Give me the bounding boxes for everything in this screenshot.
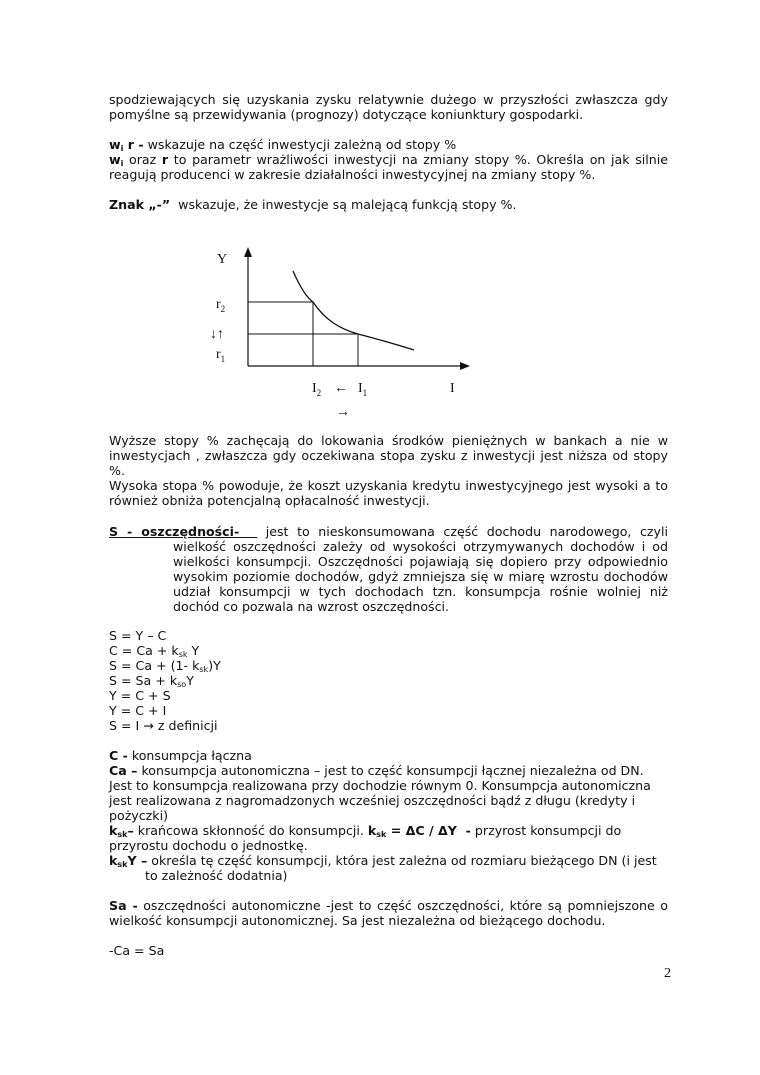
ca-term: Ca – bbox=[109, 763, 138, 778]
y-axis-arrow-icon bbox=[244, 247, 252, 257]
kskY-definition-line-1 bbox=[109, 853, 668, 868]
y-axis-label: Y bbox=[217, 252, 228, 267]
ca-definition-line-2: Jest to konsumpcja realizowana przy dochodzie równym 0. Konsumpcja autonomiczna bbox=[109, 778, 651, 793]
r1-label-main: r bbox=[216, 347, 221, 362]
arrow-left-icon: ← bbox=[334, 381, 348, 396]
i1-label bbox=[358, 381, 367, 398]
wi-term: w bbox=[109, 152, 121, 167]
znak-text: wskazuje, że inwestycje są malejącą funkcją stopy %. bbox=[170, 197, 517, 212]
equation-6: Y = C + I bbox=[109, 703, 167, 718]
eq3-b: )Y bbox=[208, 658, 221, 673]
wir-term: w bbox=[109, 137, 121, 152]
higher-rates-line-5: również obniża potencjalną opłacalność inwestycji. bbox=[109, 493, 430, 508]
ksk-formula-k: k bbox=[367, 823, 377, 838]
ksk-dash: – bbox=[127, 823, 134, 838]
higher-rates-line-4: Wysoka stopa % powoduje, że koszt uzyskania kredytu inwestycyjnego jest wysoki a to bbox=[109, 478, 668, 493]
znak-term: Znak „-” bbox=[109, 197, 171, 212]
wi-r-param-line-2: reagują producenci w zakresie działalności inwestycyjnej na zmiany stopy %. bbox=[109, 167, 596, 182]
higher-rates-line-3: %. bbox=[109, 463, 125, 478]
wir-text: wskazuje na część inwestycji zależną od stopy % bbox=[143, 137, 457, 152]
x-axis-arrow-icon bbox=[460, 362, 470, 370]
c-text: konsumpcja łączna bbox=[127, 748, 252, 763]
higher-rates-line-2: inwestycjach , zwłaszcza gdy oczekiwana stopa zysku z inwestycji jest niższa od stopy bbox=[109, 448, 668, 463]
intro-line-2: pomyślne są przewidywania (prognozy) dotyczące koniunktury gospodarki. bbox=[109, 107, 584, 122]
kskY-term: k bbox=[109, 853, 118, 868]
eq4-sub: so bbox=[177, 680, 187, 689]
r2-label-sub: 2 bbox=[220, 304, 226, 314]
ksk-formula-rest: przyrost konsumpcji do bbox=[470, 823, 622, 838]
savings-def-line1-rest: jest to nieskonsumowana część dochodu narodowego, czyli bbox=[257, 524, 668, 539]
ksk-definition-line-2: przyrostu dochodu o jednostkę. bbox=[109, 838, 308, 853]
kskY-definition-line-2: to zależność dodatnia) bbox=[145, 868, 288, 883]
arrow-right-icon: → bbox=[143, 718, 154, 733]
r-term: r bbox=[161, 152, 169, 167]
sa-definition-line-2: wielkość konsumpcji autonomicznej. Sa jest niezależna od bieżącego dochodu. bbox=[109, 913, 606, 928]
r2-label-main: r bbox=[216, 297, 221, 312]
savings-def-line-6: dochód co pozwala na wzrost oszczędności. bbox=[173, 599, 450, 614]
ca-definition-line-1 bbox=[109, 763, 668, 778]
i1-label-sub: 1 bbox=[362, 388, 368, 398]
wi-term-sub: i bbox=[120, 159, 124, 168]
equation-5: Y = C + S bbox=[109, 688, 171, 703]
savings-def-line-5: udział konsumpcji w tych dochodach tzn. konsumpcja rośnie wolniej niż bbox=[173, 584, 668, 599]
equation-1: S = Y – C bbox=[109, 628, 167, 643]
znak-statement bbox=[109, 197, 668, 212]
kskY-term-sub: sk bbox=[117, 860, 128, 869]
savings-def-line-2: wielkość oszczędności zależy od wysokości otrzymywanych dochodów i od bbox=[173, 539, 668, 554]
equation-4 bbox=[109, 673, 194, 688]
c-term: C - bbox=[109, 748, 128, 763]
wi-r-mid: oraz bbox=[123, 152, 162, 167]
savings-term: S - oszczędności- bbox=[109, 524, 258, 539]
ca-definition-line-3: jest realizowana z nagromadzonych wcześniej oszczędności bądź z długu (kredyty i bbox=[109, 793, 636, 808]
i1-label-main: I bbox=[358, 381, 363, 396]
ksk-definition-line-1 bbox=[109, 823, 668, 838]
sa-line1-text: oszczędności autonomiczne -jest to część oszczędności, które są pomniejszone o bbox=[137, 898, 668, 913]
investment-curve bbox=[293, 271, 414, 350]
i2-label-main: I bbox=[312, 381, 317, 396]
eq4-a: S = Sa + k bbox=[109, 673, 178, 688]
kskY-term-rest: Y – bbox=[127, 853, 148, 868]
wir-definition bbox=[109, 137, 668, 152]
eq4-b: Y bbox=[186, 673, 194, 688]
investment-rate-diagram bbox=[200, 235, 490, 425]
eq2-a: C = Ca + k bbox=[109, 643, 179, 658]
ksk-term: k bbox=[109, 823, 118, 838]
r2-label bbox=[216, 297, 225, 314]
c-definition bbox=[109, 748, 252, 763]
arrow-right-icon: → bbox=[336, 405, 350, 420]
wir-term-rest: r - bbox=[123, 137, 144, 152]
i2-label-sub: 2 bbox=[316, 388, 322, 398]
wi-r-param-line-1 bbox=[109, 152, 668, 167]
ksk-formula: = ΔC / ΔY - bbox=[386, 823, 471, 838]
intro-line-1: spodziewających się uzyskania zysku relatywnie dużego w przyszłości zwłaszcza gdy bbox=[109, 92, 668, 107]
savings-def-line-4: wysokim poziomie dochodów, gdyż zmniejsza się w miarę wzrostu dochodów bbox=[173, 569, 668, 584]
ksk-term-sub: sk bbox=[117, 830, 128, 839]
equation-7 bbox=[109, 718, 218, 733]
equation-2 bbox=[109, 643, 199, 658]
savings-def-line-1 bbox=[109, 524, 668, 539]
x-axis-label: I bbox=[450, 381, 455, 396]
eq2-b: Y bbox=[187, 643, 200, 658]
ca-definition-line-4: pożyczki) bbox=[109, 808, 169, 823]
eq7-a: S = I bbox=[109, 718, 144, 733]
sa-term: Sa - bbox=[109, 898, 138, 913]
ksk-text: krańcowa skłonność do konsumpcji. bbox=[133, 823, 368, 838]
higher-rates-line-1: Wyższe stopy % zachęcają do lokowania środków pieniężnych w bankach a nie w bbox=[109, 433, 668, 448]
r1-label-sub: 1 bbox=[220, 354, 226, 364]
ca-line1-text: konsumpcja autonomiczna – jest to część konsumpcji łącznej niezależna od DN. bbox=[137, 763, 644, 778]
eq7-b: z definicji bbox=[153, 718, 218, 733]
eq2-sub: sk bbox=[178, 650, 188, 659]
page-number: 2 bbox=[664, 966, 671, 981]
savings-def-line-3: wielkości konsumpcji. Oszczędności pojawiają się dopiero przy odpowiednio bbox=[173, 554, 668, 569]
i2-label bbox=[312, 381, 321, 398]
kskY-line1-text: określa tę część konsumpcji, która jest zależna od rozmiaru bieżącego DN (i jest bbox=[147, 853, 657, 868]
eq3-a: S = Ca + (1- k bbox=[109, 658, 200, 673]
final-equation: -Ca = Sa bbox=[109, 943, 165, 958]
ksk-formula-sub: sk bbox=[376, 830, 387, 839]
equation-3 bbox=[109, 658, 221, 673]
wi-r-line1-rest: to parametr wrażliwości inwestycji na zmiany stopy %. Określa on jak silnie bbox=[168, 152, 668, 167]
wir-term-sub: i bbox=[120, 144, 124, 153]
eq3-sub: sk bbox=[199, 665, 209, 674]
r1-label bbox=[216, 347, 225, 364]
vertical-arrows-icon: ↓↑ bbox=[210, 327, 224, 342]
sa-definition-line-1 bbox=[109, 898, 668, 913]
